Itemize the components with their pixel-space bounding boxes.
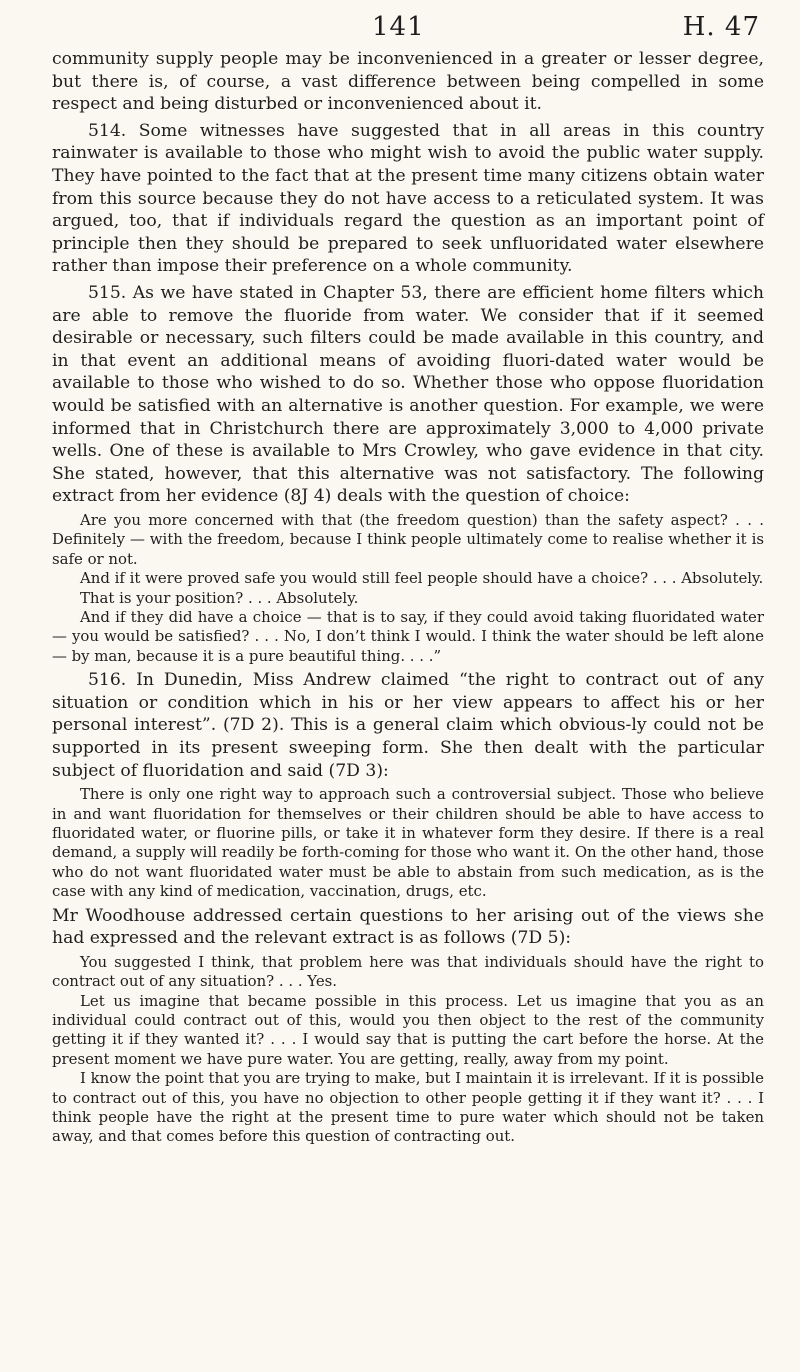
- paragraph-514: 514. Some witnesses have suggested that in all areas in this country rainwater is available to those who might wish to avoid the public water supply. They have pointed to the fact that at the present time many citizens obtain water from this source because they do not have access to a reticulated system. It was argued, too, that if individuals regard the question as an important point of principle then they should be prepared to seek unfluoridated water elsewhere rather than impose their preference on a whole community.: [52, 120, 764, 277]
- paragraph-516: 516. In Dunedin, Miss Andrew claimed “the right to contract out of any situation or condition which in his or her view appears to affect his or her personal interest”. (7D 2). This is a general claim which obvious-ly could not be supported in its present sweeping form. She then dealt with the particular subject of fluoridation and said (7D 3):: [52, 670, 764, 781]
- document-reference: H. 47: [682, 12, 760, 42]
- paragraph-woodhouse: Mr Woodhouse addressed certain questions to her arising out of the views she had expressed and the relevant extract is as follows (7D 5):: [52, 905, 764, 949]
- page-header: [0, 6, 800, 46]
- quote-crowley-1: Are you more concerned with that (the freedom question) than the safety aspect? . . . Definitely — with the freedom, because I think people ultimately come to realise whether it is safe or not.: [52, 510, 764, 568]
- page-body: [52, 48, 764, 1147]
- paragraph-515: 515. As we have stated in Chapter 53, there are efficient home filters which are able to remove the fluoride from water. We consider that if it seemed desirable or necessary, such filters could be made available in this country, and in that event an additional means of avoiding fluori-dated water would be available to those who wished to do so. Whether those who oppose fluoridation would be satisfied with an alternative is another question. For example, we were informed that in Christchurch there are approximately 3,000 to 4,000 private wells. One of these is available to Mrs Crowley, who gave evidence in that city. She stated, however, that this alternative was not satisfactory. The following extract from her evidence (8J 4) deals with the question of choice:: [52, 282, 764, 507]
- quote-crowley-2: And if it were proved safe you would still feel people should have a choice? . . . Absolutely.: [80, 569, 764, 588]
- quote-woodhouse-2: Let us imagine that became possible in this process. Let us imagine that you as an individual could contract out of this, would you then object to the rest of the community getting it if they wanted it? . . . I would say that is putting the cart before the horse. At the present moment we have pure water. You are getting, really, away from my point.: [52, 991, 764, 1068]
- paragraph-continuation: community supply people may be inconvenienced in a greater or lesser degree, but there is, of course, a vast difference between being compelled in some respect and being disturbed or inconvenienced about it.: [52, 49, 764, 115]
- quote-woodhouse-1: You suggested I think, that problem here was that individuals should have the right to contract out of any situation? . . . Yes.: [52, 952, 764, 991]
- quote-crowley-4: And if they did have a choice — that is to say, if they could avoid taking fluoridated water — you would be satisfied? . . . No, I don’t think I would. I think the water should be left alone — by man, because it is a pure beautiful thing. . . .”: [52, 607, 764, 665]
- quote-andrew: There is only one right way to approach such a controversial subject. Those who believe in and want fluoridation for themselves or their children should be able to have access to fluoridated water, or fluorine pills, or take it in whatever form they desire. If there is a real demand, a supply will readily be forth-coming for those who want it. On the other hand, those who do not want fluoridated water must be able to abstain from such medication, as is the case with any kind of medication, vaccination, drugs, etc.: [52, 785, 764, 901]
- quote-woodhouse-3: I know the point that you are trying to make, but I maintain it is irrelevant. If it is possible to contract out of this, you have no objection to other people getting it if they want it? . . . I think people have the right at the present time to pure water which should not be taken away, and that comes before this question of contracting out.: [52, 1069, 764, 1146]
- page-number: 141: [372, 12, 425, 42]
- quote-crowley-3: That is your position? . . . Absolutely.: [80, 588, 359, 607]
